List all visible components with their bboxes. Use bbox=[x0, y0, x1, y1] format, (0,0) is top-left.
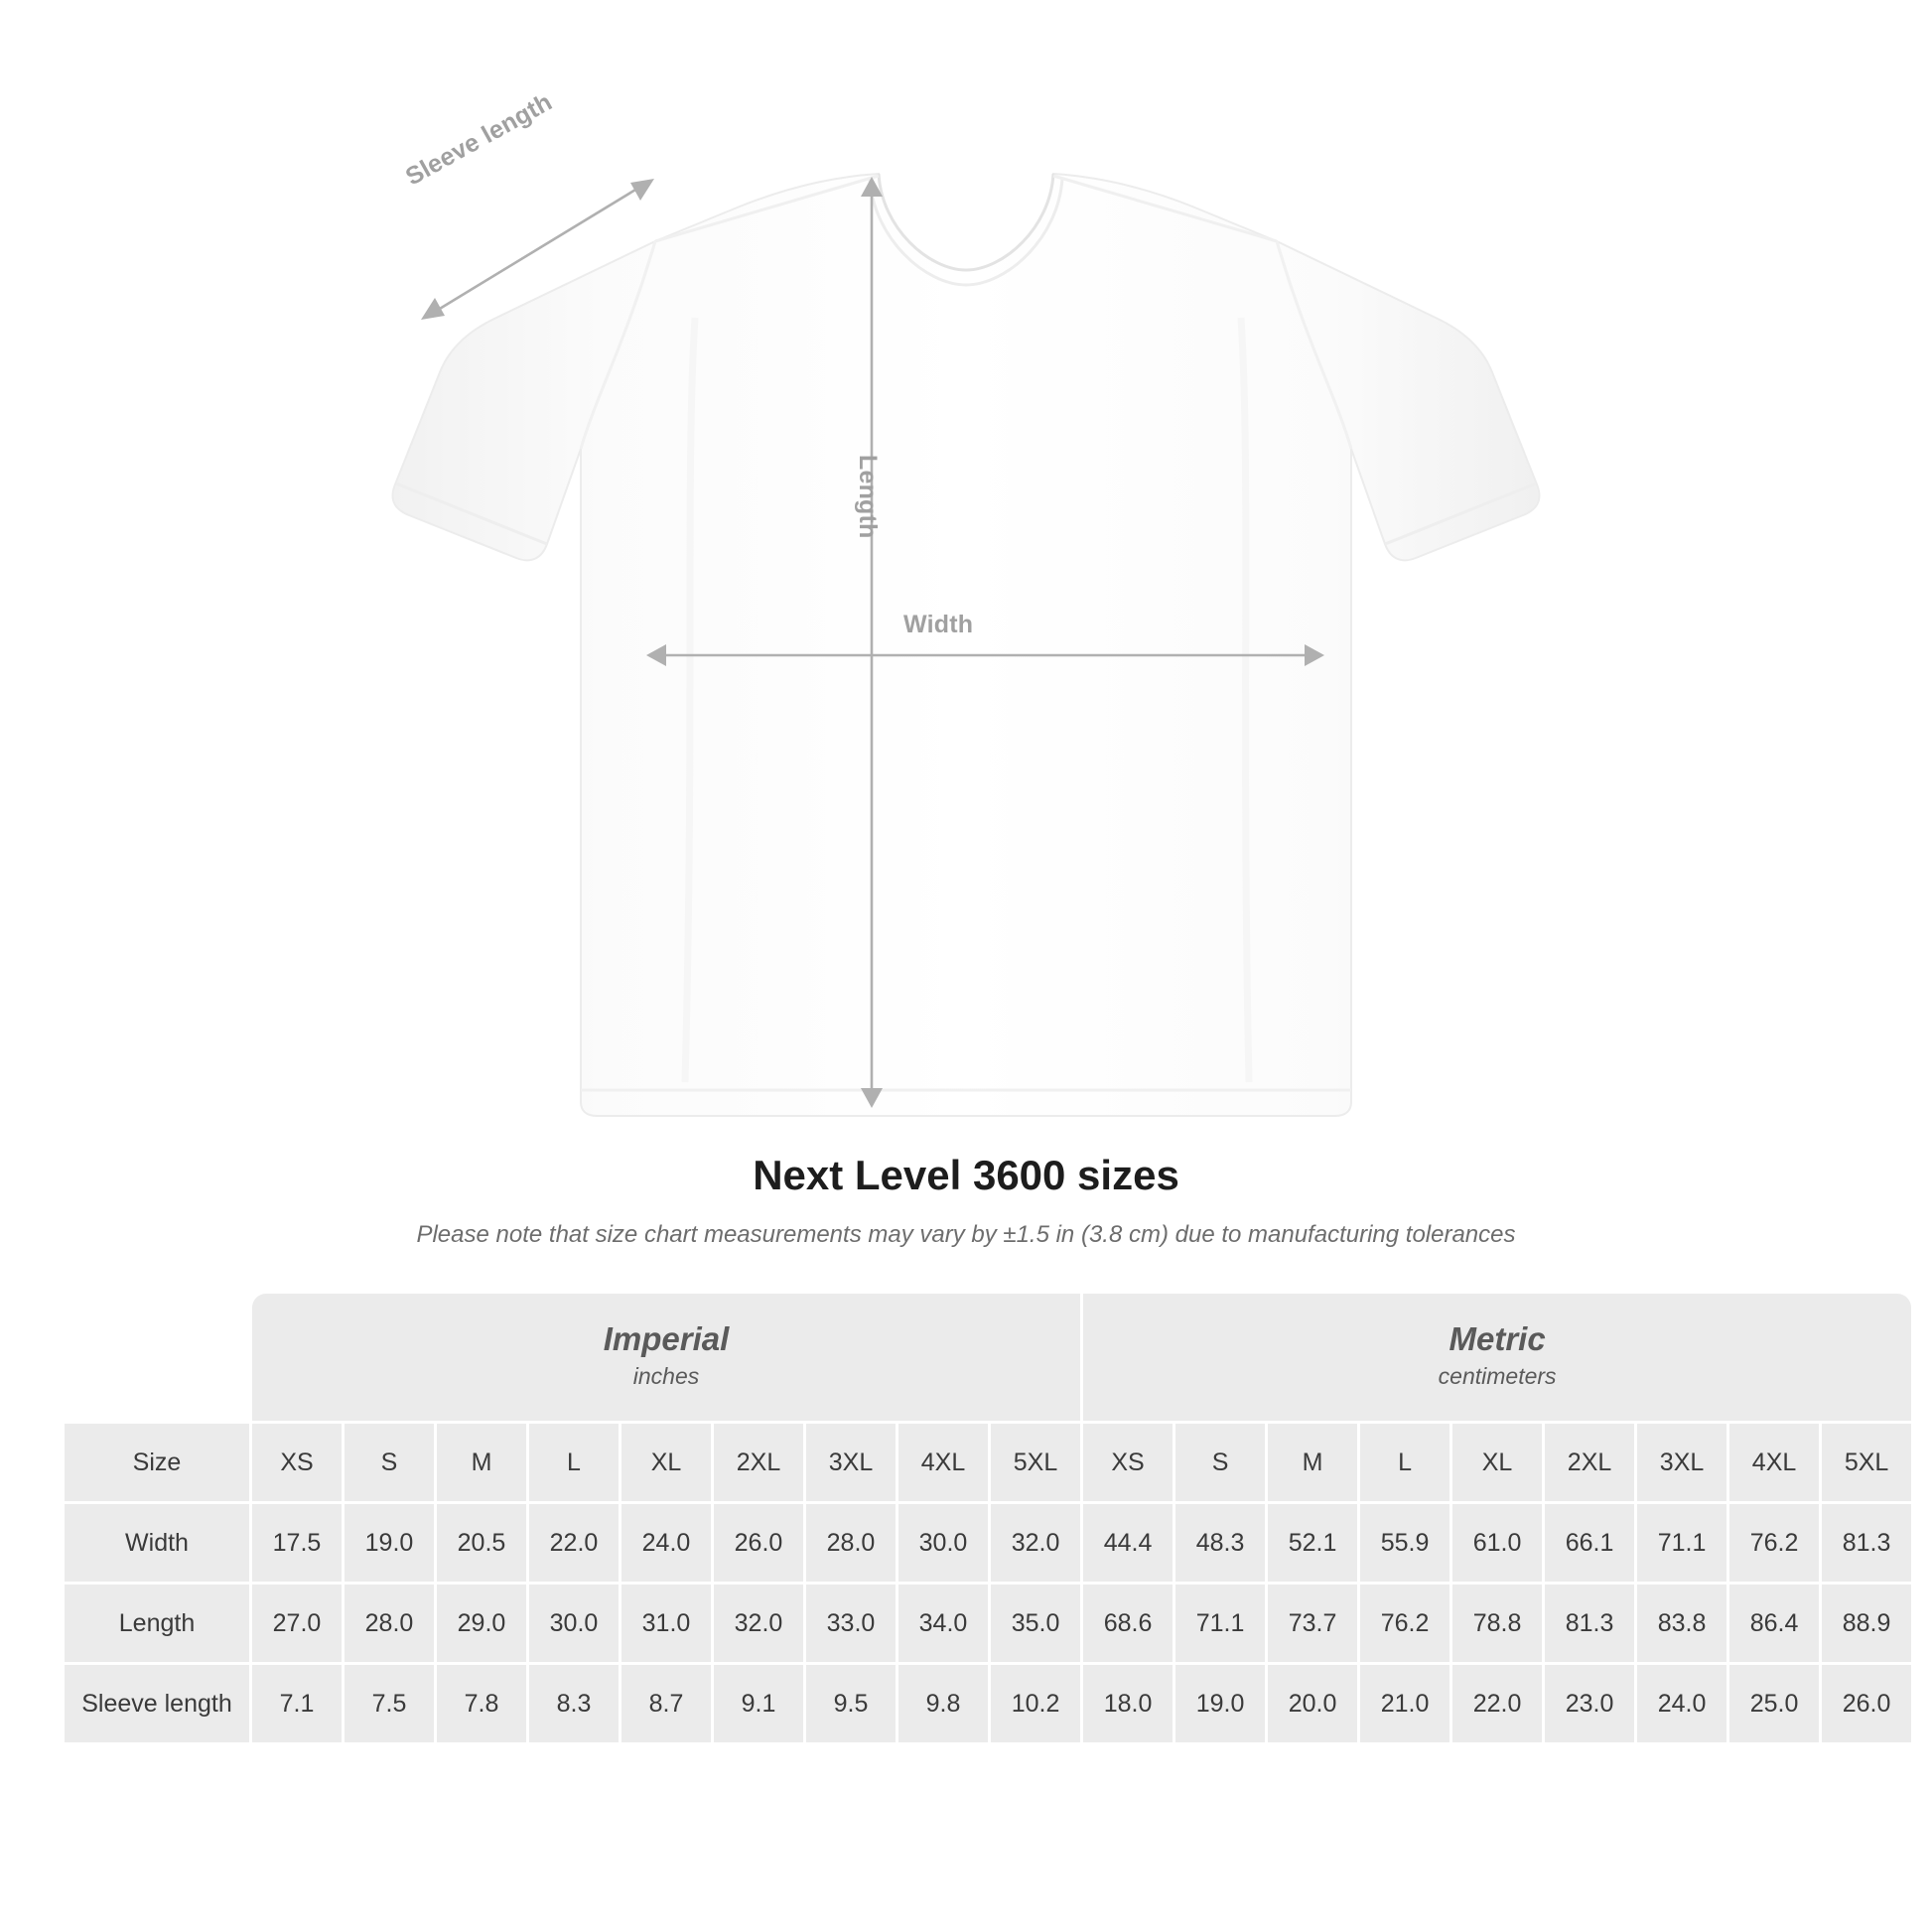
cell-sleeve-metric-l: 21.0 bbox=[1360, 1665, 1449, 1742]
size-label: Size bbox=[65, 1424, 249, 1501]
cell-width-metric-4xl: 76.2 bbox=[1729, 1504, 1819, 1582]
title-block bbox=[0, 1152, 1932, 1249]
cell-width-metric-5xl: 81.3 bbox=[1822, 1504, 1911, 1582]
cell-length-metric-2xl: 81.3 bbox=[1545, 1585, 1634, 1662]
table-corner bbox=[65, 1294, 249, 1421]
cell-width-imperial-5xl: 32.0 bbox=[991, 1504, 1080, 1582]
size-col-metric-s: S bbox=[1175, 1424, 1265, 1501]
cell-sleeve-metric-5xl: 26.0 bbox=[1822, 1665, 1911, 1742]
cell-sleeve-metric-3xl: 24.0 bbox=[1637, 1665, 1726, 1742]
cell-sleeve-imperial-m: 7.8 bbox=[437, 1665, 526, 1742]
cell-width-imperial-3xl: 28.0 bbox=[806, 1504, 896, 1582]
unit-sub-metric: centimeters bbox=[1438, 1362, 1557, 1389]
cell-width-metric-s: 48.3 bbox=[1175, 1504, 1265, 1582]
cell-sleeve-imperial-2xl: 9.1 bbox=[714, 1665, 803, 1742]
sleeve-length-label: Sleeve length bbox=[401, 87, 557, 192]
cell-sleeve-imperial-xs: 7.1 bbox=[252, 1665, 342, 1742]
cell-width-imperial-2xl: 26.0 bbox=[714, 1504, 803, 1582]
size-col-imperial-l: L bbox=[529, 1424, 619, 1501]
size-col-metric-l: L bbox=[1360, 1424, 1449, 1501]
cell-sleeve-imperial-5xl: 10.2 bbox=[991, 1665, 1080, 1742]
cell-width-imperial-l: 22.0 bbox=[529, 1504, 619, 1582]
cell-length-imperial-xl: 31.0 bbox=[621, 1585, 711, 1662]
size-col-metric-xl: XL bbox=[1452, 1424, 1542, 1501]
cell-length-imperial-xs: 27.0 bbox=[252, 1585, 342, 1662]
cell-width-metric-xs: 44.4 bbox=[1083, 1504, 1173, 1582]
cell-sleeve-imperial-3xl: 9.5 bbox=[806, 1665, 896, 1742]
cell-length-imperial-4xl: 34.0 bbox=[898, 1585, 988, 1662]
tshirt-shape bbox=[393, 174, 1540, 1116]
cell-width-metric-2xl: 66.1 bbox=[1545, 1504, 1634, 1582]
table-row bbox=[65, 1585, 1911, 1662]
row-label-length: Length bbox=[65, 1585, 249, 1662]
cell-length-metric-xl: 78.8 bbox=[1452, 1585, 1542, 1662]
page-title: Next Level 3600 sizes bbox=[753, 1152, 1179, 1198]
width-label: Width bbox=[903, 611, 974, 638]
size-col-metric-m: M bbox=[1268, 1424, 1357, 1501]
size-col-imperial-3xl: 3XL bbox=[806, 1424, 896, 1501]
cell-sleeve-metric-m: 20.0 bbox=[1268, 1665, 1357, 1742]
cell-length-imperial-s: 28.0 bbox=[345, 1585, 434, 1662]
size-col-metric-5xl: 5XL bbox=[1822, 1424, 1911, 1501]
length-label: Length bbox=[854, 455, 882, 539]
unit-header-metric bbox=[1083, 1294, 1911, 1421]
cell-length-metric-5xl: 88.9 bbox=[1822, 1585, 1911, 1662]
unit-header-imperial bbox=[252, 1294, 1080, 1421]
unit-name-imperial: Imperial bbox=[603, 1319, 730, 1357]
cell-sleeve-metric-xs: 18.0 bbox=[1083, 1665, 1173, 1742]
cell-length-metric-4xl: 86.4 bbox=[1729, 1585, 1819, 1662]
unit-sub-imperial: inches bbox=[632, 1362, 700, 1389]
tolerance-note: Please note that size chart measurements may vary by ±1.5 in (3.8 cm) due to manufacturing tolerances bbox=[416, 1221, 1516, 1248]
cell-width-metric-l: 55.9 bbox=[1360, 1504, 1449, 1582]
cell-length-imperial-l: 30.0 bbox=[529, 1585, 619, 1662]
cell-sleeve-imperial-4xl: 9.8 bbox=[898, 1665, 988, 1742]
row-label-width: Width bbox=[65, 1504, 249, 1582]
size-col-imperial-xl: XL bbox=[621, 1424, 711, 1501]
size-col-imperial-s: S bbox=[345, 1424, 434, 1501]
table-row bbox=[65, 1665, 1911, 1742]
cell-width-metric-m: 52.1 bbox=[1268, 1504, 1357, 1582]
cell-sleeve-imperial-s: 7.5 bbox=[345, 1665, 434, 1742]
unit-name-metric: Metric bbox=[1449, 1319, 1546, 1357]
cell-width-imperial-s: 19.0 bbox=[345, 1504, 434, 1582]
size-table bbox=[62, 1291, 1914, 1745]
cell-sleeve-imperial-l: 8.3 bbox=[529, 1665, 619, 1742]
cell-sleeve-imperial-xl: 8.7 bbox=[621, 1665, 711, 1742]
size-col-imperial-xs: XS bbox=[252, 1424, 342, 1501]
cell-length-metric-m: 73.7 bbox=[1268, 1585, 1357, 1662]
size-col-imperial-4xl: 4XL bbox=[898, 1424, 988, 1501]
unit-header-row bbox=[65, 1294, 1911, 1421]
cell-width-imperial-m: 20.5 bbox=[437, 1504, 526, 1582]
cell-length-imperial-2xl: 32.0 bbox=[714, 1585, 803, 1662]
cell-length-imperial-5xl: 35.0 bbox=[991, 1585, 1080, 1662]
cell-length-metric-xs: 68.6 bbox=[1083, 1585, 1173, 1662]
cell-width-imperial-xl: 24.0 bbox=[621, 1504, 711, 1582]
size-col-imperial-2xl: 2XL bbox=[714, 1424, 803, 1501]
cell-width-imperial-4xl: 30.0 bbox=[898, 1504, 988, 1582]
cell-sleeve-metric-xl: 22.0 bbox=[1452, 1665, 1542, 1742]
size-col-imperial-5xl: 5XL bbox=[991, 1424, 1080, 1501]
cell-length-metric-l: 76.2 bbox=[1360, 1585, 1449, 1662]
cell-width-metric-3xl: 71.1 bbox=[1637, 1504, 1726, 1582]
cell-width-metric-xl: 61.0 bbox=[1452, 1504, 1542, 1582]
row-label-sleeve-length: Sleeve length bbox=[65, 1665, 249, 1742]
cell-length-imperial-3xl: 33.0 bbox=[806, 1585, 896, 1662]
size-col-imperial-m: M bbox=[437, 1424, 526, 1501]
size-col-metric-3xl: 3XL bbox=[1637, 1424, 1726, 1501]
cell-width-imperial-xs: 17.5 bbox=[252, 1504, 342, 1582]
cell-length-metric-s: 71.1 bbox=[1175, 1585, 1265, 1662]
size-col-metric-2xl: 2XL bbox=[1545, 1424, 1634, 1501]
size-header-row bbox=[65, 1424, 1911, 1501]
cell-sleeve-metric-2xl: 23.0 bbox=[1545, 1665, 1634, 1742]
table-row bbox=[65, 1504, 1911, 1582]
cell-length-metric-3xl: 83.8 bbox=[1637, 1585, 1726, 1662]
size-col-metric-xs: XS bbox=[1083, 1424, 1173, 1501]
cell-sleeve-metric-4xl: 25.0 bbox=[1729, 1665, 1819, 1742]
cell-sleeve-metric-s: 19.0 bbox=[1175, 1665, 1265, 1742]
cell-length-imperial-m: 29.0 bbox=[437, 1585, 526, 1662]
size-table-wrapper bbox=[62, 1291, 1891, 1745]
size-col-metric-4xl: 4XL bbox=[1729, 1424, 1819, 1501]
